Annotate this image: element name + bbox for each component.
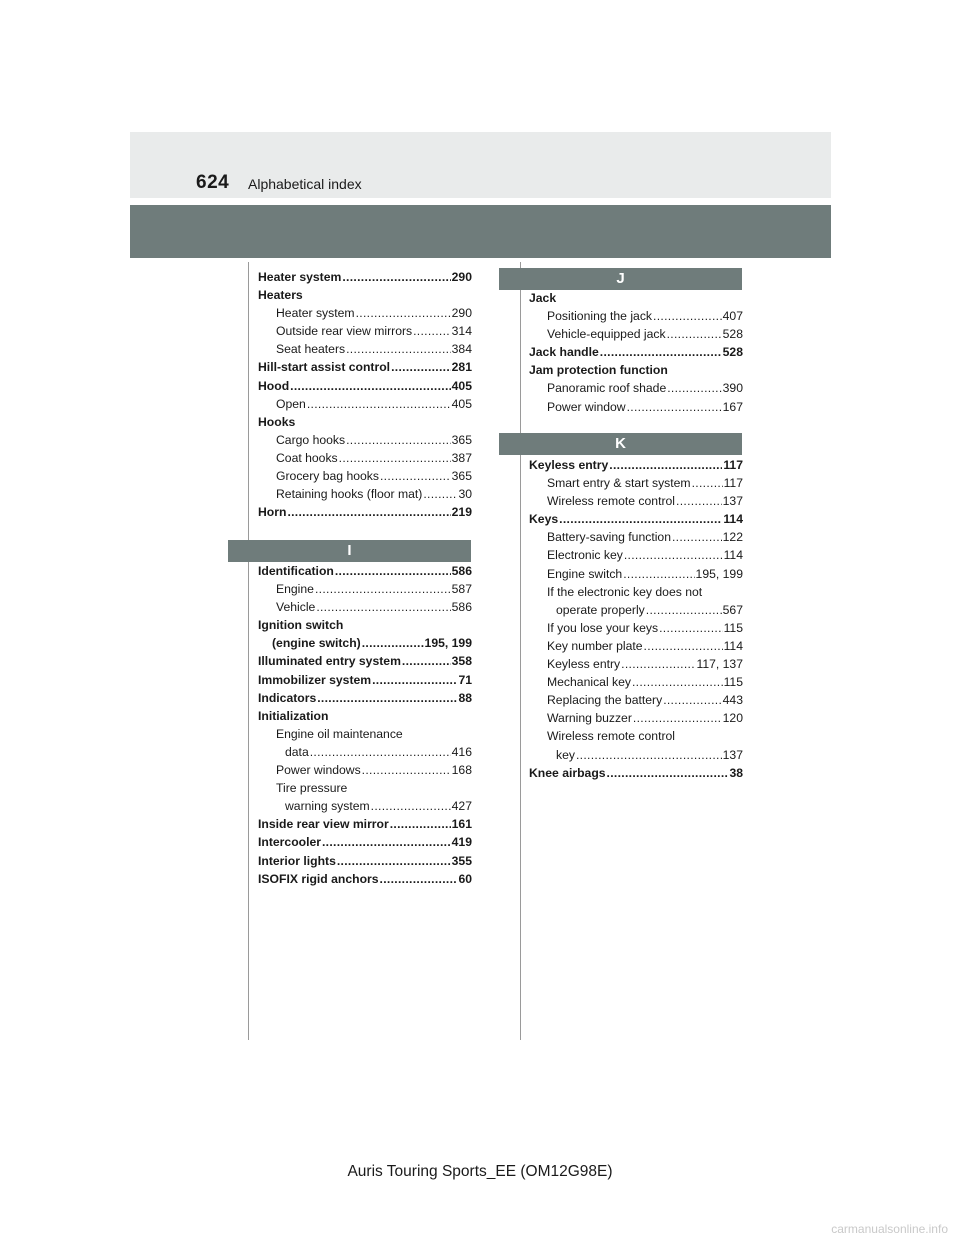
index-entry-term: Engine — [276, 582, 314, 597]
dot-leader — [663, 691, 721, 709]
index-entry — [258, 870, 472, 888]
index-entry — [529, 325, 743, 343]
index-entry-term: Intercooler — [258, 835, 321, 850]
index-entry-page: 71 — [458, 672, 472, 687]
index-entry — [529, 583, 743, 601]
index-entry-page: 290 — [451, 306, 472, 321]
index-entry-term: Initialization — [258, 708, 329, 723]
index-entry — [258, 634, 472, 652]
index-entry — [258, 797, 472, 815]
page-number: 624 — [196, 172, 230, 193]
index-entry — [529, 709, 743, 727]
dot-leader — [362, 634, 424, 652]
index-entry-term: (engine switch) — [272, 636, 361, 651]
dot-leader — [607, 764, 729, 782]
index-entry-page: 587 — [451, 582, 472, 597]
index-entry — [258, 652, 472, 670]
column-divider-left — [248, 262, 249, 1040]
dot-leader — [653, 307, 722, 325]
index-entry — [258, 707, 472, 725]
index-entry — [258, 616, 472, 634]
index-entry-page: 384 — [451, 342, 472, 357]
index-entry-term: Engine oil maintenance — [276, 726, 403, 741]
dot-leader — [391, 358, 451, 376]
header-band — [130, 132, 831, 198]
dot-leader — [627, 398, 722, 416]
index-column-left-bottom — [258, 562, 472, 888]
dot-leader — [337, 852, 451, 870]
dot-leader — [672, 528, 722, 546]
index-entry-term: Key number plate — [547, 638, 643, 653]
index-entry — [529, 565, 743, 583]
index-entry-term: Outside rear view mirrors — [276, 324, 413, 339]
header-bar — [130, 205, 831, 258]
dot-leader — [390, 815, 451, 833]
index-entry — [258, 268, 472, 286]
dot-leader — [310, 743, 451, 761]
index-entry-page: 419 — [451, 835, 472, 850]
index-entry — [529, 727, 743, 745]
index-entry-page: 30 — [458, 487, 472, 502]
dot-leader — [307, 395, 451, 413]
dot-leader — [322, 833, 451, 851]
index-entry-term: Vehicle — [276, 600, 316, 615]
index-entry-page: 115 — [723, 675, 743, 690]
index-entry-page: 114 — [723, 548, 743, 563]
section-title: Alphabetical index — [248, 176, 362, 192]
index-entry — [529, 746, 743, 764]
index-entry — [258, 833, 472, 851]
index-entry-page: 137 — [722, 747, 743, 762]
index-entry-page: 365 — [451, 469, 472, 484]
dot-leader — [667, 379, 721, 397]
index-entry — [258, 340, 472, 358]
dot-leader — [646, 601, 722, 619]
index-entry-term: If you lose your keys — [547, 620, 659, 635]
index-entry-page: 427 — [451, 799, 472, 814]
dot-leader — [621, 655, 695, 673]
index-entry-term: Mechanical key — [547, 675, 631, 690]
index-entry — [529, 307, 743, 325]
letter-heading-i: I — [228, 540, 471, 562]
index-entry-term: Wireless remote control — [547, 494, 676, 509]
index-entry-page: 586 — [451, 564, 472, 578]
dot-leader — [290, 377, 451, 395]
index-entry — [258, 304, 472, 322]
dot-leader — [316, 598, 450, 616]
index-entry-term: Replacing the battery — [547, 693, 663, 708]
index-entry-page: 195, 199 — [424, 636, 472, 651]
watermark: carmanualsonline.info — [831, 1222, 948, 1236]
index-entry — [258, 286, 472, 304]
index-entry-term: Engine switch — [547, 566, 623, 581]
dot-leader — [380, 870, 458, 888]
index-entry — [258, 503, 472, 521]
dot-leader — [346, 340, 451, 358]
index-entry-term: key — [556, 747, 575, 762]
index-entry-term: Keyless entry — [547, 657, 621, 672]
index-entry-term: Hooks — [258, 414, 296, 429]
dot-leader — [342, 268, 450, 286]
dot-leader — [346, 431, 451, 449]
index-entry — [529, 637, 743, 655]
index-entry-term: Power windows — [276, 763, 361, 778]
index-entry — [258, 598, 472, 616]
index-entry — [258, 743, 472, 761]
index-entry — [258, 671, 472, 689]
index-entry-page: 586 — [451, 600, 472, 615]
index-entry-page: 168 — [451, 763, 472, 778]
index-entry-term: Knee airbags — [529, 765, 606, 780]
index-entry-page: 390 — [722, 381, 743, 396]
index-entry-page: 195, 199 — [695, 566, 743, 581]
index-entry — [529, 764, 743, 782]
dot-leader — [559, 510, 722, 528]
index-column-left-top — [258, 268, 472, 521]
index-entry-term: Keys — [529, 512, 559, 527]
index-entry-term: Grocery bag hooks — [276, 469, 379, 484]
index-entry-term: Positioning the jack — [547, 309, 653, 324]
index-entry-page: 290 — [451, 270, 472, 284]
index-entry — [258, 725, 472, 743]
dot-leader — [335, 562, 451, 580]
index-entry-page: 120 — [722, 711, 743, 726]
index-entry-term: Jack handle — [529, 345, 599, 360]
index-entry-term: Heater system — [258, 270, 342, 284]
letter-heading-k: K — [499, 433, 742, 455]
dot-leader — [633, 709, 722, 727]
index-entry-page: 161 — [451, 817, 472, 832]
index-entry — [529, 492, 743, 510]
index-entry-term: Vehicle-equipped jack — [547, 327, 666, 342]
dot-leader — [692, 474, 723, 492]
dot-leader — [423, 485, 457, 503]
index-entry — [529, 456, 743, 474]
index-entry-page: 405 — [451, 378, 472, 393]
index-entry-term: Seat heaters — [276, 342, 346, 357]
index-entry — [529, 289, 743, 307]
index-entry — [258, 413, 472, 431]
index-entry — [258, 852, 472, 870]
dot-leader — [372, 671, 457, 689]
index-entry — [258, 431, 472, 449]
index-entry-term: operate properly — [556, 602, 645, 617]
index-entry-page: 405 — [451, 396, 472, 411]
index-entry — [258, 395, 472, 413]
letter-heading-j: J — [499, 268, 742, 290]
index-entry-page: 365 — [451, 432, 472, 447]
index-entry — [529, 546, 743, 564]
index-entry-page: 416 — [451, 744, 472, 759]
index-entry — [258, 467, 472, 485]
column-divider-middle — [520, 262, 521, 1040]
index-entry-term: Heater system — [276, 306, 355, 321]
dot-leader — [380, 467, 451, 485]
index-entry-term: Ignition switch — [258, 618, 344, 633]
index-entry-term: Tire pressure — [276, 781, 348, 796]
index-entry — [529, 655, 743, 673]
index-entry-term: Battery-saving function — [547, 530, 671, 545]
index-entry-page: 117 — [723, 458, 743, 472]
index-entry-page: 167 — [722, 399, 743, 414]
index-entry-term: Retaining hooks (floor mat) — [276, 487, 423, 502]
index-entry — [529, 691, 743, 709]
index-entry-term: Panoramic roof shade — [547, 381, 667, 396]
dot-leader — [402, 652, 451, 670]
index-entry-term: Hood — [258, 378, 290, 393]
index-entry-term: ISOFIX rigid anchors — [258, 871, 379, 886]
index-entry-page: 567 — [722, 602, 743, 617]
index-entry-term: Warning buzzer — [547, 711, 632, 726]
dot-leader — [644, 637, 723, 655]
index-entry-term: Hill-start assist control — [258, 360, 391, 375]
index-entry — [258, 377, 472, 395]
index-entry-term: Horn — [258, 505, 287, 520]
dot-leader — [371, 797, 451, 815]
index-entry-page: 355 — [451, 853, 472, 868]
index-entry-term: data — [285, 744, 309, 759]
index-entry-term: Indicators — [258, 690, 317, 705]
dot-leader — [659, 619, 722, 637]
index-entry-page: 38 — [729, 765, 743, 780]
index-entry-page: 122 — [722, 530, 743, 545]
index-column-right-j — [529, 289, 743, 416]
index-entry-page: 114 — [723, 638, 743, 653]
index-entry — [258, 689, 472, 707]
index-entry — [529, 474, 743, 492]
index-entry — [529, 510, 743, 528]
index-entry-page: 117, 137 — [696, 657, 743, 672]
index-entry — [529, 673, 743, 691]
index-entry-term: Identification — [258, 564, 334, 578]
footer-model: Auris Touring Sports_EE (OM12G98E) — [347, 1163, 613, 1180]
index-entry-page: 443 — [722, 693, 743, 708]
index-entry-term: warning system — [285, 799, 370, 814]
index-entry-term: Illuminated entry system — [258, 654, 401, 669]
index-entry — [529, 619, 743, 637]
index-entry — [258, 815, 472, 833]
dot-leader — [667, 325, 722, 343]
index-entry — [258, 580, 472, 598]
index-entry-page: 117 — [723, 476, 743, 491]
dot-leader — [609, 456, 722, 474]
index-entry-term: Open — [276, 396, 306, 411]
index-entry-term: Wireless remote control — [547, 729, 676, 744]
dot-leader — [676, 492, 722, 510]
index-entry-term: Smart entry & start system — [547, 476, 691, 491]
index-entry — [258, 562, 472, 580]
index-entry — [529, 601, 743, 619]
index-entry-term: Inside rear view mirror — [258, 817, 389, 832]
index-entry-term: Interior lights — [258, 853, 336, 868]
dot-leader — [287, 503, 450, 521]
index-entry-page: 219 — [451, 505, 472, 520]
index-entry-page: 387 — [451, 450, 472, 465]
index-entry-term: Immobilizer system — [258, 672, 372, 687]
index-entry-term: Electronic key — [547, 548, 623, 563]
index-entry — [258, 322, 472, 340]
dot-leader — [623, 565, 694, 583]
index-entry-page: 528 — [722, 345, 743, 360]
index-entry-term: If the electronic key does not — [547, 584, 703, 599]
index-entry-page: 314 — [451, 324, 472, 339]
index-column-right-k — [529, 456, 743, 782]
index-entry-page: 281 — [451, 360, 472, 375]
dot-leader — [632, 673, 723, 691]
index-entry-page: 115 — [723, 620, 743, 635]
index-entry-term: Jack — [529, 291, 557, 305]
dot-leader — [315, 580, 451, 598]
index-entry — [258, 449, 472, 467]
dot-leader — [413, 322, 451, 340]
index-entry-page: 358 — [451, 654, 472, 669]
index-entry — [529, 379, 743, 397]
index-entry-page: 114 — [723, 512, 743, 527]
dot-leader — [624, 546, 723, 564]
index-entry — [529, 398, 743, 416]
index-entry-page: 60 — [458, 871, 472, 886]
index-entry — [258, 485, 472, 503]
index-entry-term: Power window — [547, 399, 626, 414]
index-entry-term: Jam protection function — [529, 363, 668, 378]
dot-leader — [317, 689, 457, 707]
index-entry-term: Heaters — [258, 288, 303, 303]
index-entry — [258, 779, 472, 797]
dot-leader — [600, 343, 722, 361]
index-entry — [258, 358, 472, 376]
dot-leader — [362, 761, 451, 779]
dot-leader — [356, 304, 451, 322]
dot-leader — [576, 746, 722, 764]
index-entry-term: Keyless entry — [529, 458, 609, 472]
index-entry-page: 137 — [722, 494, 743, 509]
index-entry — [529, 528, 743, 546]
index-entry-page: 528 — [722, 327, 743, 342]
index-entry-term: Cargo hooks — [276, 432, 346, 447]
index-entry-page: 407 — [722, 309, 743, 324]
index-entry — [258, 761, 472, 779]
index-entry — [529, 343, 743, 361]
index-entry — [529, 361, 743, 379]
index-entry-term: Coat hooks — [276, 450, 338, 465]
index-entry-page: 88 — [458, 690, 472, 705]
dot-leader — [339, 449, 451, 467]
